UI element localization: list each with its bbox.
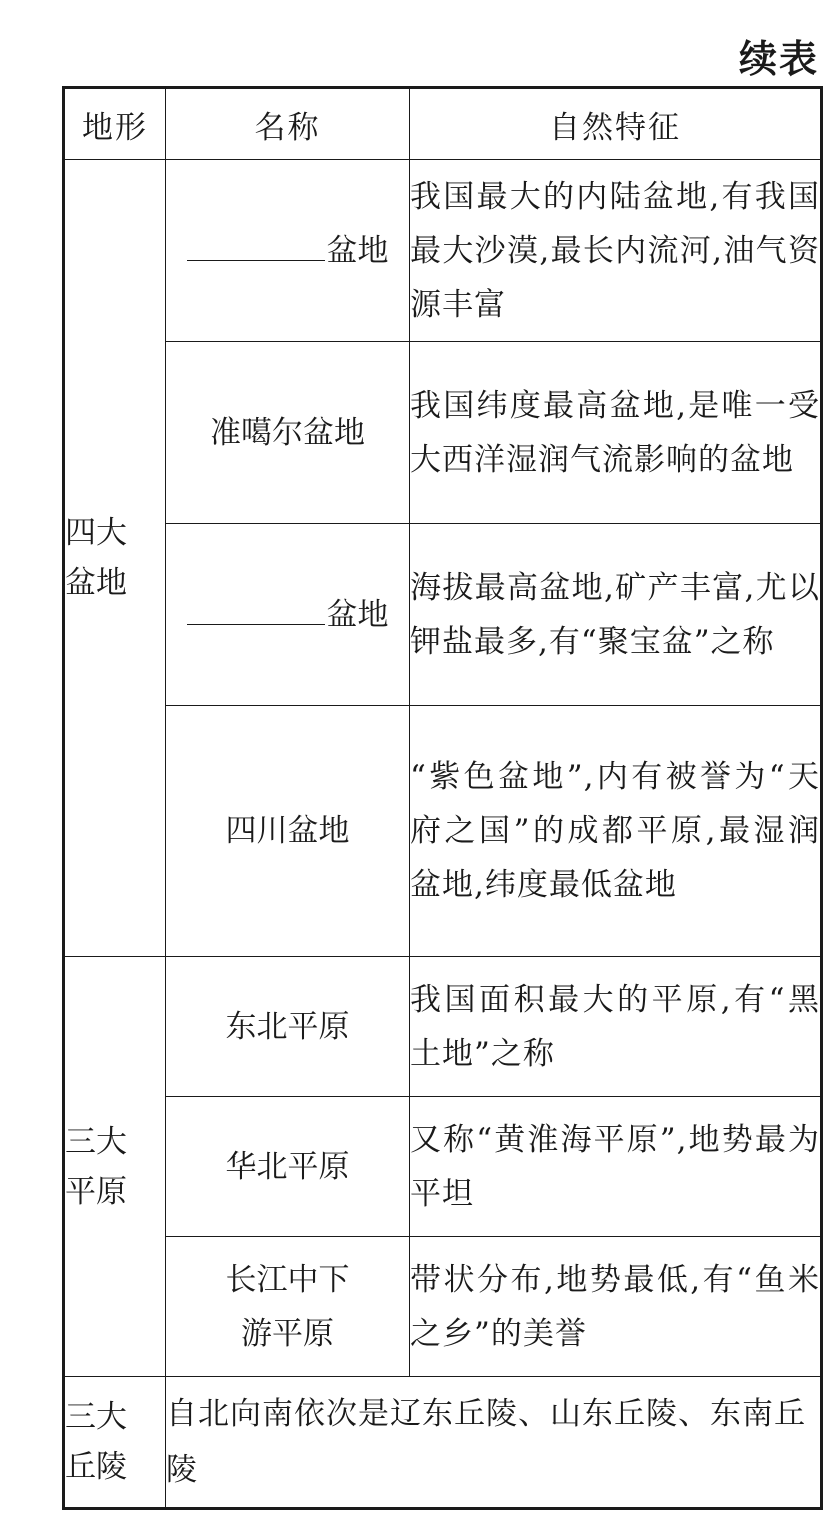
table-row — [64, 160, 822, 342]
header-name: 名称 — [166, 88, 410, 160]
group-label: 三大丘陵 — [65, 1399, 127, 1485]
fill-in-blank — [187, 596, 325, 625]
feature-cell: 我国面积最大的平原,有“黑土地”之称 — [410, 957, 822, 1097]
name-text: 盆地 — [326, 232, 389, 269]
group-basins — [64, 160, 166, 957]
header-row — [64, 88, 822, 160]
name-cell: 准噶尔盆地 — [166, 342, 410, 524]
table-row — [64, 1097, 822, 1237]
table-row — [64, 1377, 822, 1509]
feature-cell: 又称“黄淮海平原”,地势最为平坦 — [410, 1097, 822, 1237]
feature-cell: 海拔最高盆地,矿产丰富,尤以钾盐最多,有“聚宝盆”之称 — [410, 524, 822, 706]
feature-cell: 带状分布,地势最低,有“鱼米之乡”的美誉 — [410, 1237, 822, 1377]
fill-in-blank — [187, 232, 325, 261]
name-cell — [166, 160, 410, 342]
table-row — [64, 957, 822, 1097]
header-features: 自然特征 — [410, 88, 822, 160]
table-row — [64, 1237, 822, 1377]
feature-cell: “紫色盆地”,内有被誉为“天府之国”的成都平原,最湿润盆地,纬度最低盆地 — [410, 706, 822, 957]
feature-cell: 我国纬度最高盆地,是唯一受大西洋湿润气流影响的盆地 — [410, 342, 822, 524]
name-cell: 四川盆地 — [166, 706, 410, 957]
group-plains — [64, 957, 166, 1377]
name-cell — [166, 1237, 410, 1377]
group-hills — [64, 1377, 166, 1509]
name-cell: 华北平原 — [166, 1097, 410, 1237]
table-row — [64, 524, 822, 706]
terrain-table — [62, 86, 823, 1510]
hills-feature-cell: 自北向南依次是辽东丘陵、山东丘陵、东南丘陵 — [166, 1377, 822, 1509]
group-label: 四大盆地 — [65, 515, 127, 601]
name-cell: 东北平原 — [166, 957, 410, 1097]
table-row — [64, 706, 822, 957]
table-caption: 续表 — [738, 37, 819, 81]
table-row — [64, 342, 822, 524]
name-cell — [166, 524, 410, 706]
name-text: 长江中下游平原 — [225, 1261, 350, 1352]
name-text: 盆地 — [326, 596, 389, 633]
group-label: 三大平原 — [65, 1123, 127, 1210]
header-terrain: 地形 — [64, 88, 166, 160]
feature-cell: 我国最大的内陆盆地,有我国最大沙漠,最长内流河,油气资源丰富 — [410, 160, 822, 342]
